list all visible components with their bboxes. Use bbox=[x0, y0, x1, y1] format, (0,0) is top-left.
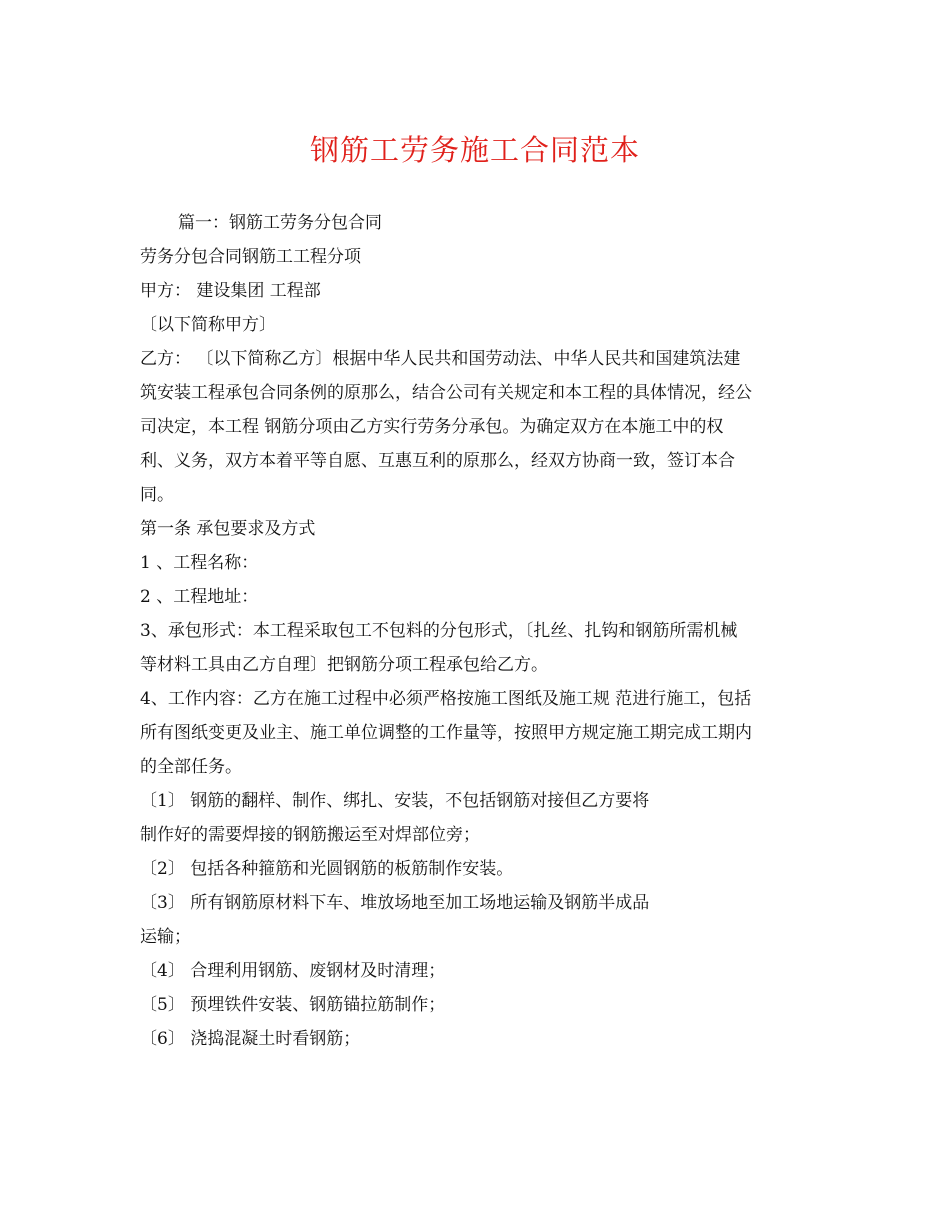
document-body bbox=[140, 206, 812, 1056]
section-heading: 篇一：钢筋工劳务分包合同 bbox=[178, 213, 382, 233]
text-line: 所有图纸变更及业主、施工单位调整的工作量等，按照甲方规定施工期完成工期内 bbox=[140, 723, 752, 743]
text-line: 利、义务，双方本着平等自愿、互惠互利的原那么，经双方协商一致，签订本合 bbox=[140, 451, 735, 471]
text-line: 同。 bbox=[140, 485, 174, 505]
sub-item: 〔1〕 钢筋的翻样、制作、绑扎、安装，不包括钢筋对接但乙方要将 bbox=[140, 791, 650, 811]
text-line: 劳务分包合同钢筋工工程分项 bbox=[140, 247, 361, 267]
text-line: 运输； bbox=[140, 927, 191, 947]
sub-item: 〔2〕 包括各种箍筋和光圆钢筋的板筋制作安装。 bbox=[140, 859, 514, 879]
list-item: 1 、工程名称： bbox=[140, 553, 259, 573]
document-title: 钢筋工劳务施工合同范本 bbox=[309, 133, 640, 167]
article-heading: 第一条 承包要求及方式 bbox=[140, 519, 316, 539]
text-line: 的全部任务。 bbox=[140, 757, 242, 777]
list-item: 2 、工程地址： bbox=[140, 587, 259, 607]
sub-item: 〔4〕 合理利用钢筋、废钢材及时清理； bbox=[140, 961, 446, 981]
sub-item: 〔3〕 所有钢筋原材料下车、堆放场地至加工场地运输及钢筋半成品 bbox=[140, 893, 650, 913]
text-line: 司决定，本工程 钢筋分项由乙方实行劳务分承包。为确定双方在本施工中的权 bbox=[140, 417, 724, 437]
text-line: 等材料工具由乙方自理〕把钢筋分项工程承包给乙方。 bbox=[140, 655, 548, 675]
sub-item: 〔5〕 预埋铁件安装、钢筋锚拉筋制作； bbox=[140, 995, 446, 1015]
sub-item: 〔6〕 浇捣混凝土时看钢筋； bbox=[140, 1029, 361, 1049]
text-line: 制作好的需要焊接的钢筋搬运至对焊部位旁； bbox=[140, 825, 480, 845]
list-item: 4、工作内容：乙方在施工过程中必须严格按施工图纸及施工规 范进行施工，包括 bbox=[140, 689, 752, 709]
party-b-line: 乙方： 〔以下简称乙方〕根据中华人民共和国劳动法、中华人民共和国建筑法建 bbox=[140, 349, 741, 369]
text-line: 筑安装工程承包合同条例的原那么，结合公司有关规定和本工程的具体情况，经公 bbox=[140, 383, 752, 403]
list-item: 3、承包形式：本工程采取包工不包料的分包形式，〔扎丝、扎钩和钢筋所需机械 bbox=[140, 621, 738, 641]
party-a-line: 甲方： 建设集团 工程部 bbox=[140, 281, 321, 301]
text-line: 〔以下简称甲方〕 bbox=[140, 315, 276, 335]
